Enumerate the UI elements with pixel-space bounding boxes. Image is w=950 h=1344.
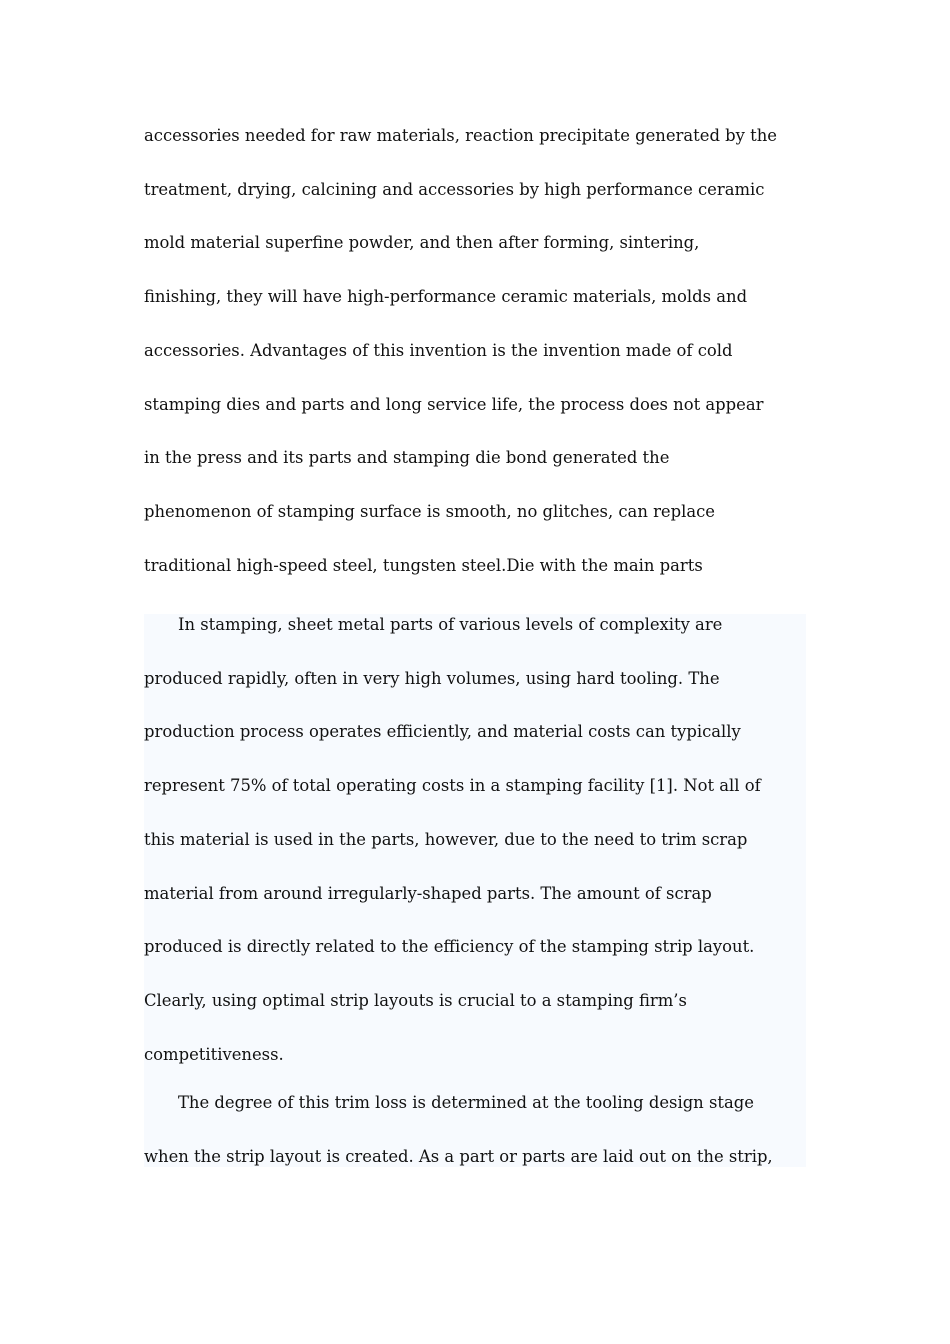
text-line: produced rapidly, often in very high volumes, using hard tooling. The (144, 668, 720, 688)
paragraph-stamping (144, 598, 806, 1081)
text-line: in the press and its parts and stamping die bond generated the (144, 448, 670, 468)
text-line: mold material superfine powder, and then after forming, sintering, (144, 233, 700, 253)
text-line: finishing, they will have high-performance ceramic materials, molds and (144, 287, 748, 307)
text-line: Clearly, using optimal strip layouts is crucial to a stamping firm’s (144, 990, 687, 1010)
text-line: accessories needed for raw materials, reaction precipitate generated by the (144, 126, 777, 145)
text-line: this material is used in the parts, however, due to the need to trim scrap (144, 829, 748, 849)
text-line: when the strip layout is created. As a part or parts are laid out on the strip, (144, 1146, 773, 1166)
text-line: treatment, drying, calcining and accessories by high performance ceramic (144, 179, 765, 199)
paragraph-continued (144, 109, 806, 592)
paragraph-trim-loss (144, 1076, 806, 1183)
text-line: produced is directly related to the efficiency of the stamping strip layout. (144, 937, 755, 957)
text-line: The degree of this trim loss is determined at the tooling design stage (178, 1093, 754, 1112)
text-line: In stamping, sheet metal parts of various levels of complexity are (178, 615, 723, 634)
text-line: phenomenon of stamping surface is smooth, no glitches, can replace (144, 501, 716, 521)
text-line: accessories. Advantages of this invention is the invention made of cold (144, 340, 733, 360)
text-line: traditional high-speed steel, tungsten steel.Die with the main parts (144, 555, 703, 575)
text-line: competitiveness. (144, 1044, 284, 1064)
text-line: production process operates efficiently, and material costs can typically (144, 722, 741, 742)
text-line: material from around irregularly-shaped parts. The amount of scrap (144, 883, 712, 903)
text-line: represent 75% of total operating costs in a stamping facility [1]. Not all of (144, 776, 761, 796)
text-line: stamping dies and parts and long service life, the process does not appear (144, 394, 764, 414)
